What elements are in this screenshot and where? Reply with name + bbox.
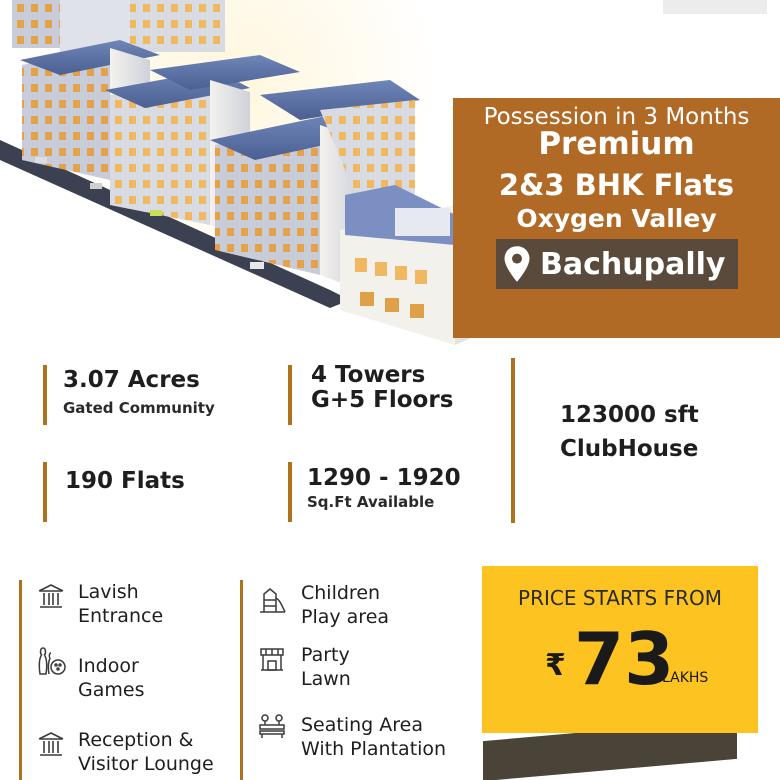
acres-label: Gated Community [63, 399, 215, 417]
amenity-line: Games [78, 679, 145, 701]
amenity-line: Lawn [301, 668, 351, 690]
top-corner-tab [663, 0, 767, 14]
amenity-line: Entrance [78, 605, 164, 627]
amenities-divider [240, 580, 243, 780]
stat-flats [65, 468, 185, 494]
amenity-line: Visitor Lounge [78, 753, 214, 775]
bowling-pins-icon [35, 645, 67, 677]
club-label: ClubHouse [560, 436, 699, 462]
towers-value: 4 Towers [311, 362, 426, 388]
location-name: Bachupally [540, 246, 726, 282]
playground-slide-icon [258, 586, 286, 614]
accent-bar [288, 365, 292, 425]
stat-towers [311, 362, 453, 413]
area-label: Sq.Ft Available [307, 493, 435, 511]
accent-bar [288, 462, 292, 522]
amenity-party-lawn [301, 643, 351, 691]
price-label: PRICE STARTS FROM [518, 586, 722, 610]
area-value: 1290 - 1920 [307, 465, 461, 491]
amenity-line: Indoor [78, 655, 139, 677]
floors-value: G+5 Floors [311, 387, 454, 413]
map-pin-icon [502, 245, 532, 283]
amenity-line: Reception & [78, 729, 194, 751]
stat-acres [63, 367, 215, 417]
project-name: Oxygen Valley [516, 204, 717, 233]
price-card [482, 566, 758, 733]
flats-value: 190 Flats [65, 468, 185, 494]
possession-text: Possession in 3 Months [483, 104, 750, 130]
amenity-seating-area [301, 713, 446, 761]
club-value: 123000 sft [560, 402, 699, 428]
accent-bar [43, 365, 47, 425]
amenity-line: Lavish [78, 581, 139, 603]
building-entrance-icon [37, 582, 65, 610]
amenities-divider [19, 580, 22, 780]
amenity-line: Seating Area [301, 714, 423, 736]
acres-value: 3.07 Acres [63, 367, 200, 393]
bench-plants-icon [258, 712, 286, 740]
premium-text: Premium [538, 126, 695, 162]
accent-bar [511, 358, 515, 523]
amenity-line: Play area [301, 606, 390, 628]
amenity-line: Children [301, 582, 381, 604]
flat-types-text: 2&3 BHK Flats [498, 168, 735, 202]
amenity-children-play [301, 581, 389, 629]
reception-building-icon [37, 730, 65, 758]
party-tent-icon [258, 646, 286, 674]
amenity-lavish-entrance [78, 580, 163, 628]
currency-symbol: ₹ [545, 648, 566, 683]
promo-panel [453, 98, 780, 338]
accent-bar [43, 462, 47, 522]
price-unit: LAKHS [662, 670, 709, 686]
amenity-line: Party [301, 644, 350, 666]
location-badge [496, 239, 738, 289]
amenity-indoor-games [78, 654, 144, 702]
price-amount: 73 [574, 617, 675, 701]
amenity-line: With Plantation [301, 738, 447, 760]
stat-clubhouse [560, 402, 699, 462]
stat-area [307, 465, 461, 511]
amenity-reception [78, 728, 214, 776]
